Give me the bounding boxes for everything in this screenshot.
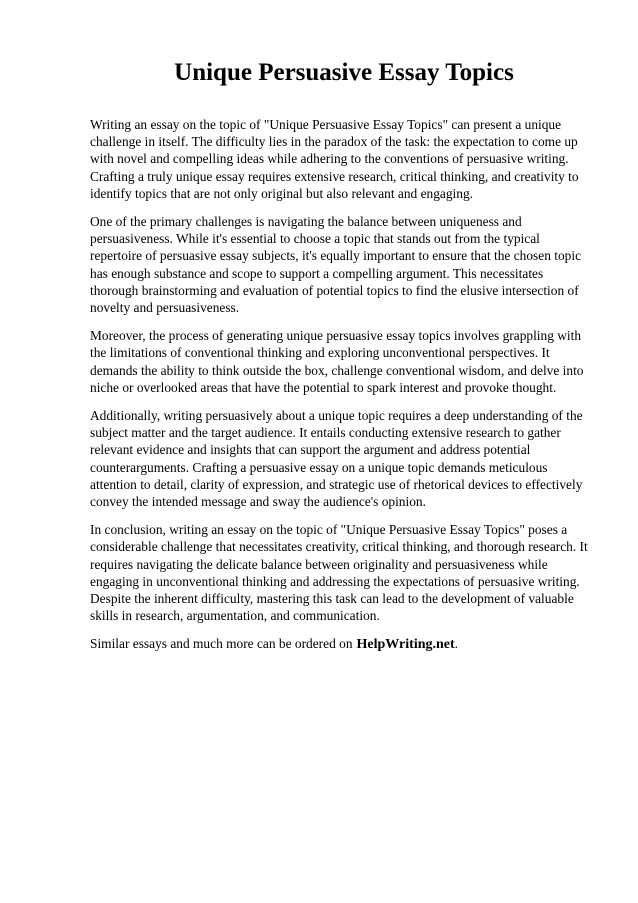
helpwriting-link[interactable]: HelpWriting.net bbox=[356, 637, 455, 653]
order-note-text: Similar essays and much more can be ordered on bbox=[90, 636, 353, 652]
paragraph-5: In conclusion, writing an essay on the topic of "Unique Persuasive Essay Topics" poses a considerable challenge that necessitates creativity, critical thinking, and thorough research. It requires navigating the delicate balance between originality and persuasiveness while engaging in unconventional thinking and addressing the expectations of persuasive writing. Despite the inherent difficulty, mastering this task can lead to the development of valuable skills in research, argumentation, and communication. bbox=[90, 522, 588, 624]
paragraph-2: One of the primary challenges is navigating the balance between uniqueness and persuasiveness. While it's essential to choose a topic that stands out from the typical repertoire of persuasive essay subjects, it's equally important to ensure that the chosen topic has enough substance and scope to support a compelling argument. This necessitates thorough brainstorming and evaluation of potential topics to find the elusive intersection of novelty and persuasiveness. bbox=[90, 214, 582, 316]
paragraph-4: Additionally, writing persuasively about a unique topic requires a deep understanding of the subject matter and the target audience. It entails conducting extensive research to gather relevant evidence and insights that can support the argument and address potential counterarguments. Crafting a persuasive essay on a unique topic demands meticulous attention to detail, clarity of expression, and strategic use of rhetorical devices to effectively convey the intended message and sway the audience's opinion. bbox=[90, 408, 583, 510]
order-note bbox=[90, 635, 594, 653]
paragraph-3: Moreover, the process of generating unique persuasive essay topics involves grappling with the limitations of conventional thinking and exploring unconventional perspectives. It demands the ability to think outside the box, challenge conventional wisdom, and delve into niche or overlooked areas that have the potential to spark interest and provoke thought. bbox=[90, 328, 584, 395]
order-note-period: . bbox=[454, 636, 459, 652]
paragraph-1: Writing an essay on the topic of "Unique Persuasive Essay Topics" can present a unique challenge in itself. The difficulty lies in the paradox of the task: the expectation to come up with novel and compelling ideas while adhering to the conventions of persuasive writing. Crafting a truly unique essay requires extensive research, critical thinking, and creativity to identify topics that are not only original but also relevant and engaging. bbox=[90, 117, 579, 201]
document-title: Unique Persuasive Essay Topics bbox=[174, 59, 514, 86]
